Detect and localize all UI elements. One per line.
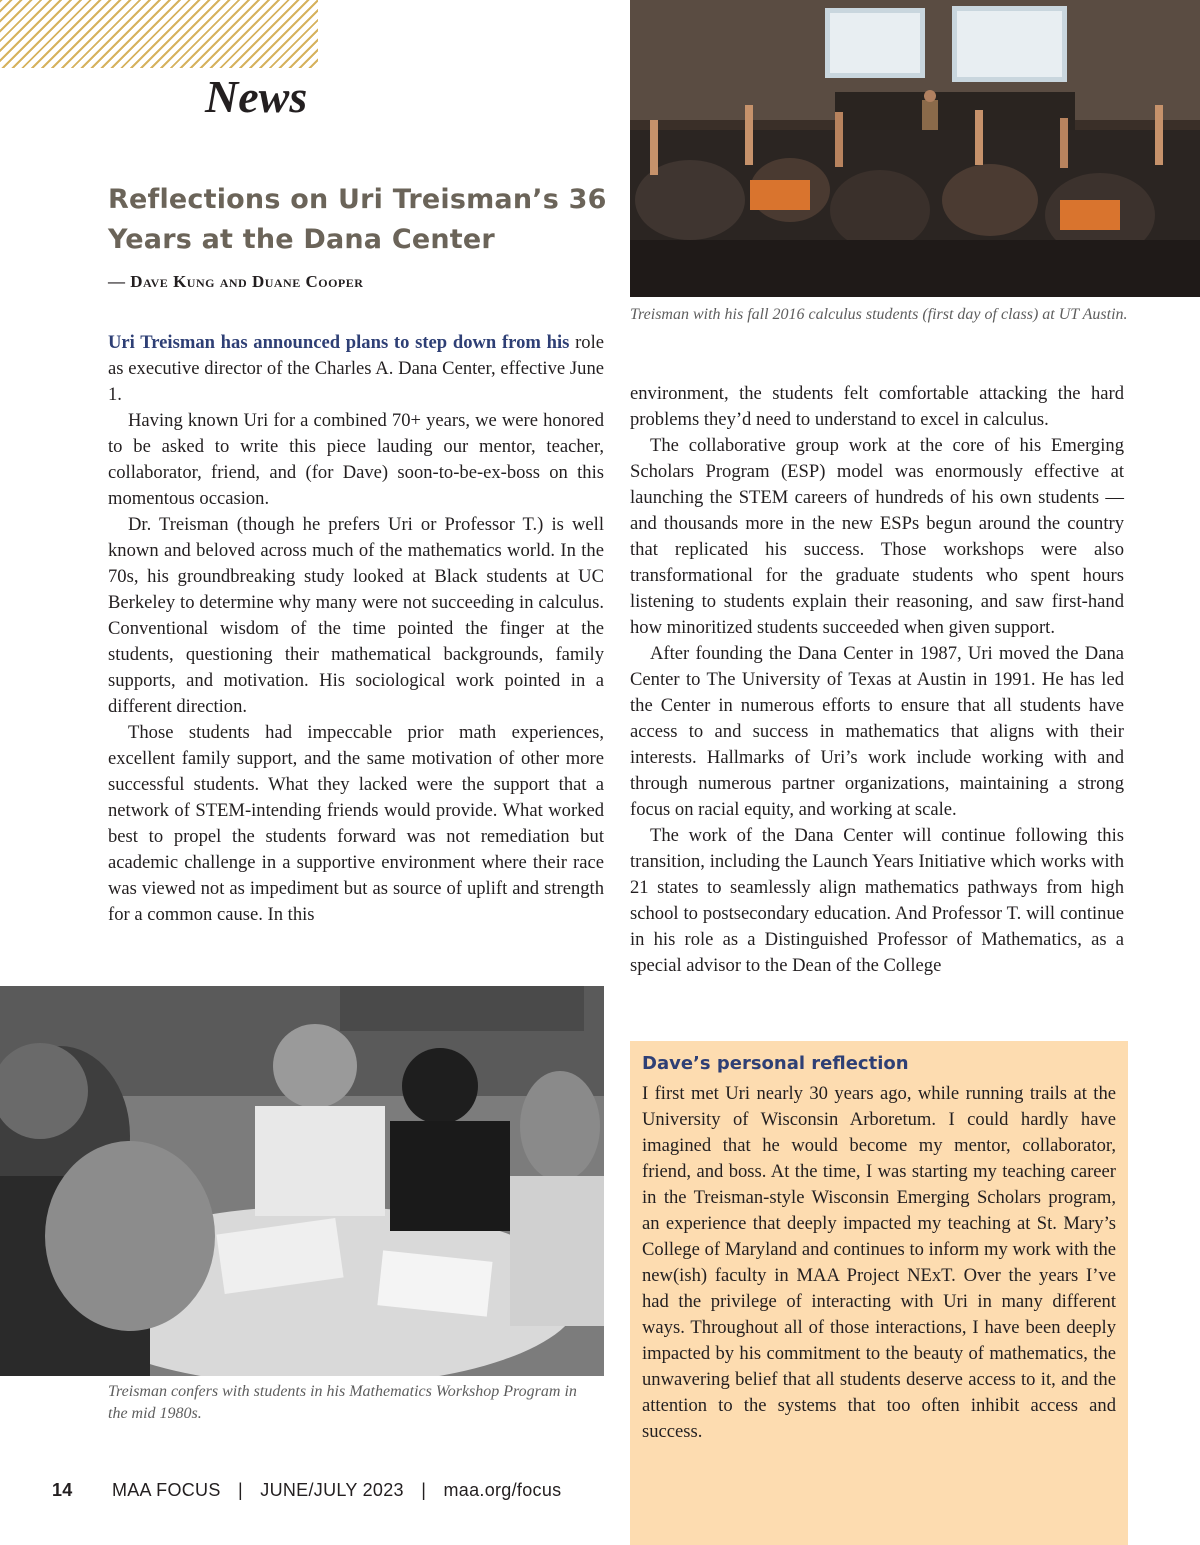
paragraph-3: Dr. Treisman (though he prefers Uri or Professor T.) is well known and beloved across much of the mathematics world. In the 70s, his groundbreaking study looked at Black students at UC Berkeley to determine why many were not succeeding in calculus. Conventional wisdom of the time pointed the finger at the students, questioning their mathematical backgrounds, family supports, and motivation. His sociological work pointed in a different direction. xyxy=(108,514,604,717)
paragraph-1-rest: role as executive director of the Charles A. Dana Center, effective June 1. xyxy=(108,332,604,405)
article-column-left xyxy=(108,330,604,928)
article-title: Reflections on Uri Treisman’s 36 Years at the Dana Center xyxy=(108,184,607,255)
lead-in: Uri Treisman has announced plans to step down from his xyxy=(108,332,570,353)
article-byline: — Dave Kung and Duane Cooper xyxy=(108,272,364,291)
personal-reflection-sidebar xyxy=(630,1041,1128,1545)
paragraph-2: Having known Uri for a combined 70+ years, we were honored to be asked to write this piece lauding our mentor, teacher, collaborator, friend, and (for Dave) soon-to-be-ex-boss on this momentous occasion. xyxy=(108,410,604,509)
paragraph-7: The work of the Dana Center will continue following this transition, including the Launch Years Initiative which works with 21 states to seamlessly align mathematics pathways from high school to postsecondary education. And Professor T. will continue in his role as a Distinguished Professor of Mathematics, as a special advisor to the Dean of the College xyxy=(630,825,1124,976)
paragraph-4-end: environment, the students felt comfortable attacking the hard problems they’d need to understand to excel in calculus. xyxy=(630,383,1124,430)
page-footer xyxy=(52,1480,561,1501)
website-url: maa.org/focus xyxy=(443,1480,562,1500)
paragraph-4-start: Those students had impeccable prior math experiences, excellent family support, and the same motivation of other more successful students. What they lacked were the support that a network of STEM-intending friends would provide. What worked best to propel the students forward was not remediation but academic challenge in a supportive environment where their race was viewed not as impediment but as source of uplift and strength for a common cause. In this xyxy=(108,722,604,925)
lecture-hall-photo xyxy=(630,0,1200,297)
issue-date: JUNE/JULY 2023 xyxy=(260,1480,404,1500)
paragraph-5: The collaborative group work at the core of his Emerging Scholars Program (ESP) model was enormously effective at launching the STEM careers of hundreds of his own students —and thousands more in the new ESPs begun around the country that replicated his success. Those workshops were also transformational for the graduate students who spent hours listening to students explain their reasoning, and saw first-hand how minoritized students succeeded when given support. xyxy=(630,435,1124,638)
page-number: 14 xyxy=(52,1480,73,1500)
article-column-right xyxy=(630,381,1124,979)
paragraph-1 xyxy=(108,330,604,408)
sidebar-title: Dave’s personal reflection xyxy=(642,1053,909,1074)
footer-separator: | xyxy=(237,1480,243,1500)
photo-caption-bottom: Treisman confers with students in his Mathematics Workshop Program in the mid 1980s. xyxy=(108,1383,577,1422)
photo-caption-top: Treisman with his fall 2016 calculus students (first day of class) at UT Austin. xyxy=(630,306,1128,323)
section-label: News xyxy=(205,71,308,122)
footer-separator: | xyxy=(421,1480,427,1500)
paragraph-6: After founding the Dana Center in 1987, Uri moved the Dana Center to The University of Texas at Austin in 1991. He has led the Center in numerous efforts to ensure that all students have access to and success in mathematics that aligns with their interests. Hallmarks of Uri’s work include working with and through numerous partner organizations, maintaining a strong focus on racial equity, and working at scale. xyxy=(630,643,1124,820)
publication-name: MAA FOCUS xyxy=(111,1480,221,1500)
sidebar-body: I first met Uri nearly 30 years ago, while running trails at the University of Wisconsin Arboretum. I could hardly have imagined that he would become my mentor, collaborator, friend, and boss. At the time, I was starting my teaching career in the Treisman-style Wisconsin Emerging Scholars program, an experience that deeply impacted my teaching at St. Mary’s College of Maryland and continues to inform my work with the new(ish) faculty in MAA Project NExT. Over the years I’ve had the privilege of interacting with Uri in many different ways. Throughout all of those interactions, I have been deeply impacted by his commitment to the beauty of mathematics, the unwavering belief that all students deserve access to it, and the attention to the systems that too often inhibit access and success. xyxy=(642,1083,1116,1442)
workshop-photo xyxy=(0,986,604,1376)
decorative-hatch-pattern xyxy=(0,0,318,68)
